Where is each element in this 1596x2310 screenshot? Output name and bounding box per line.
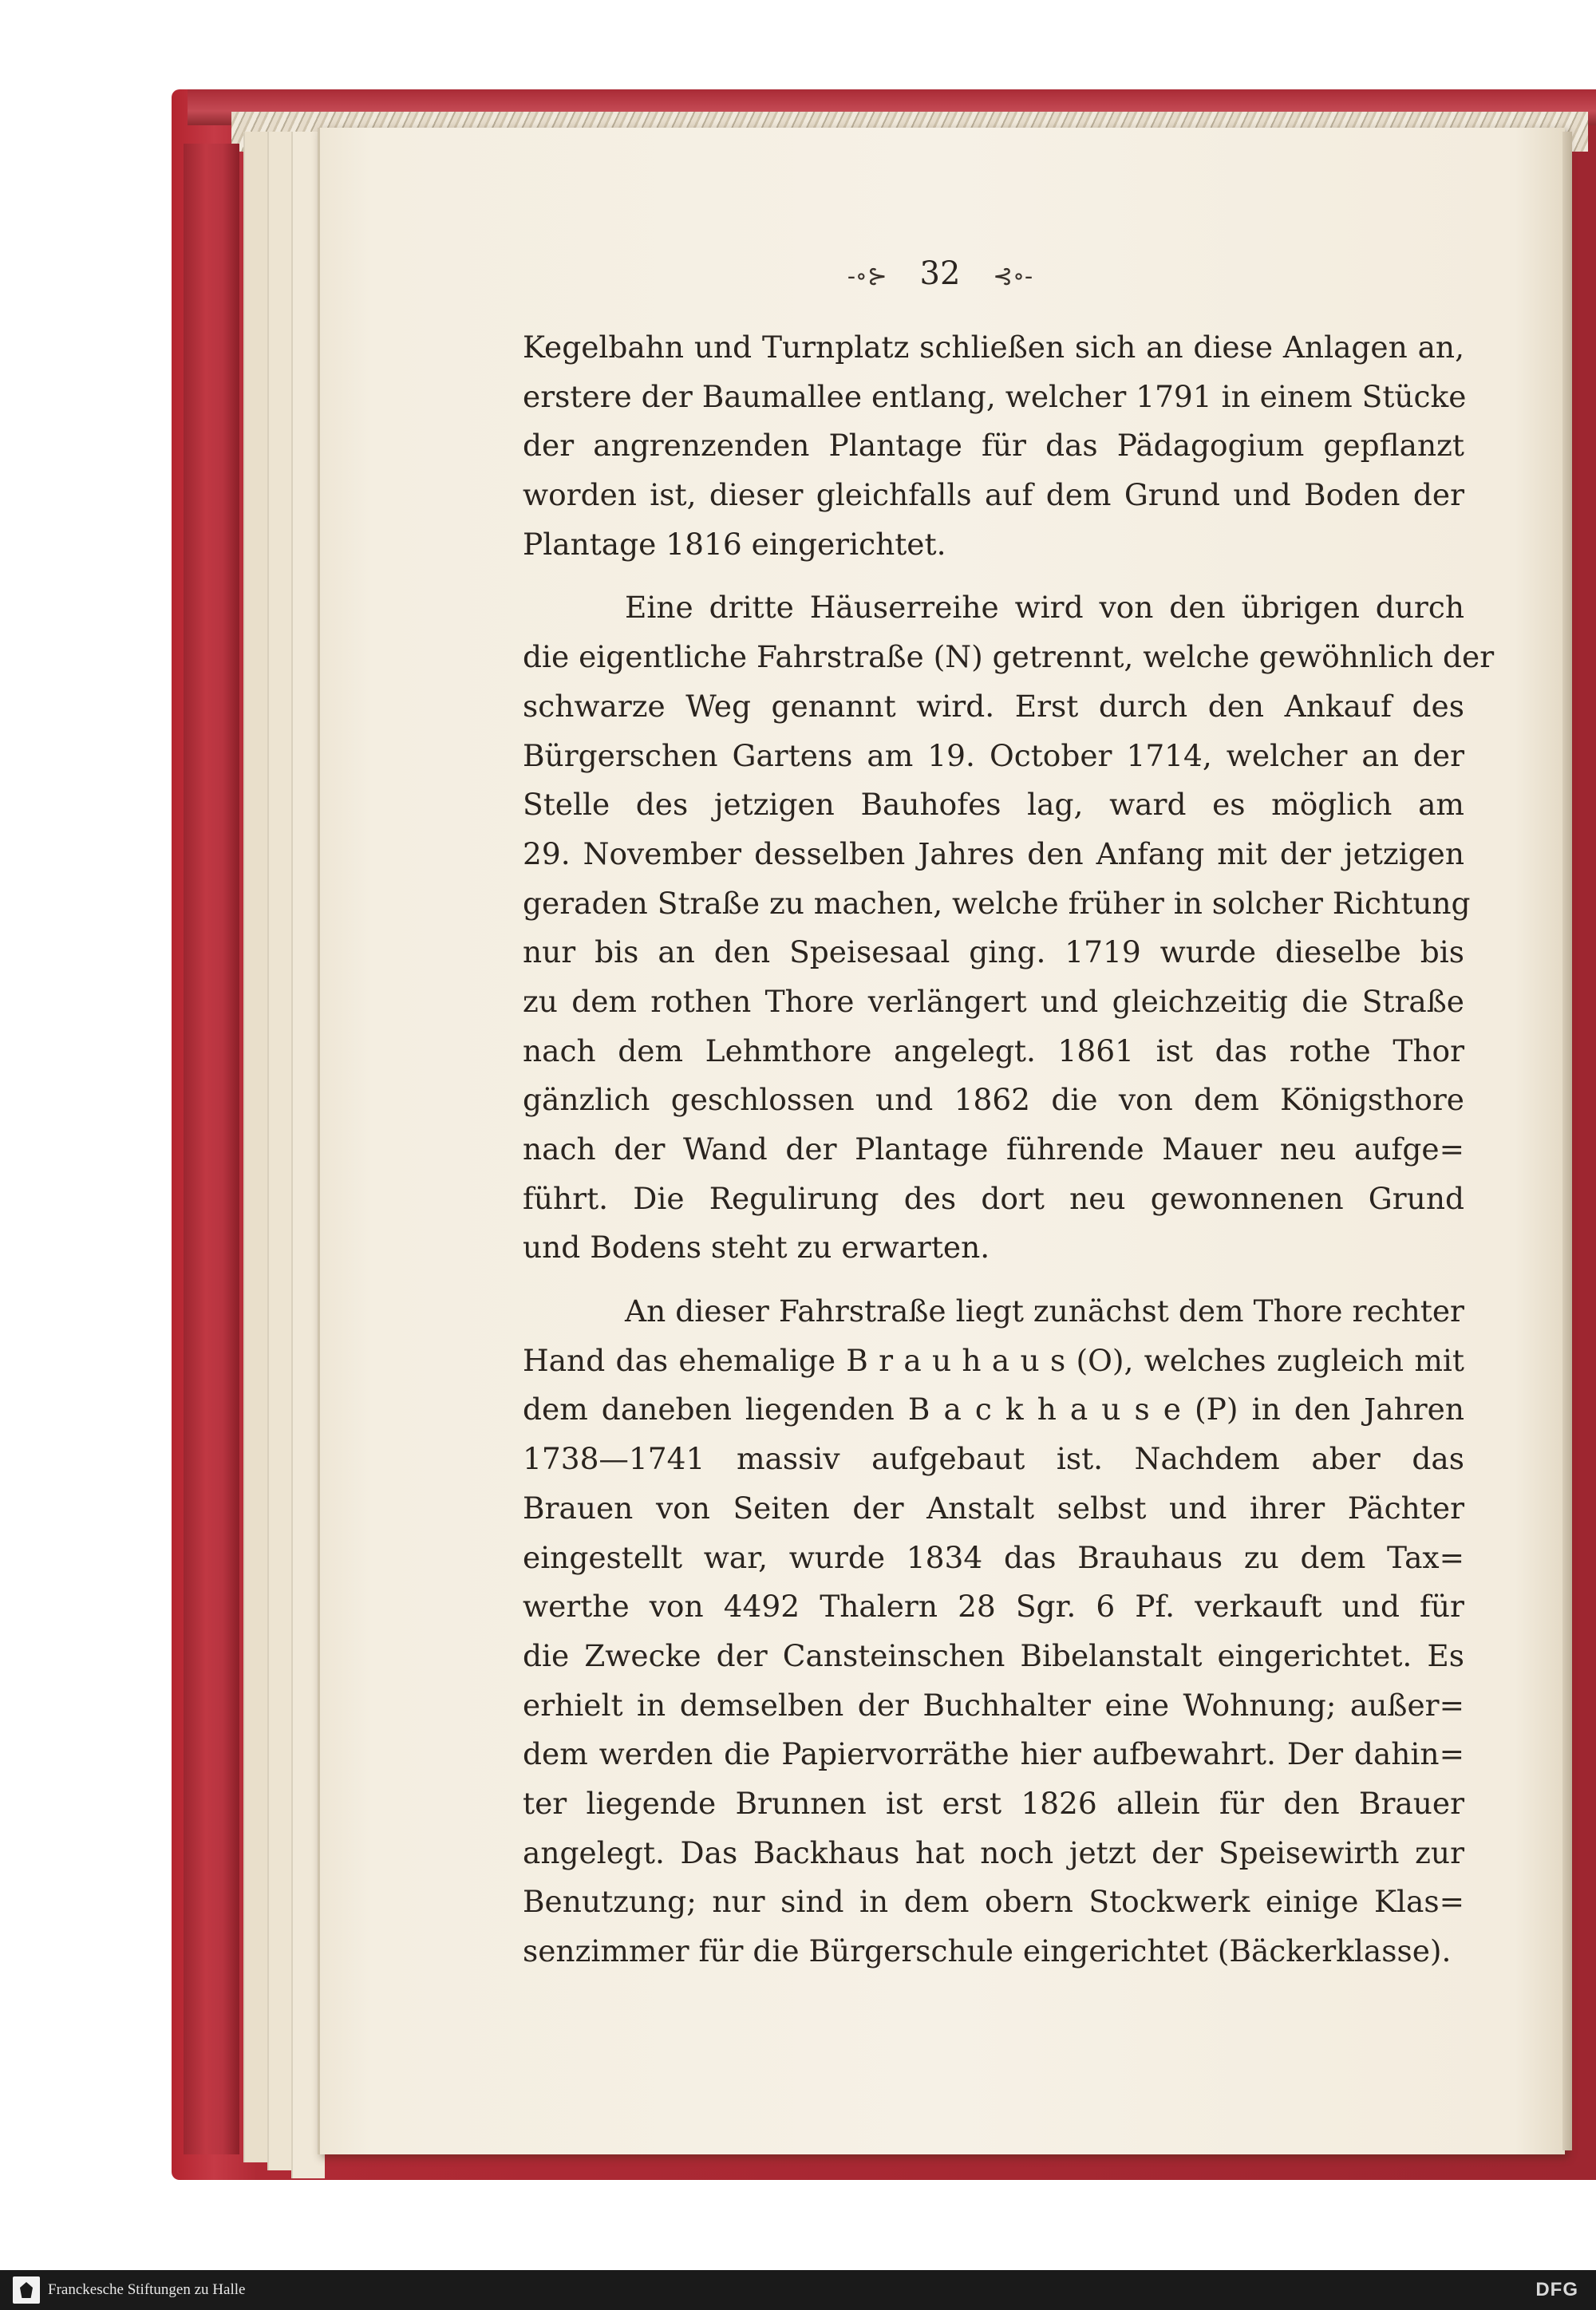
text-line: eingestellt war, wurde 1834 das Brauhaus zu dem Tax= xyxy=(523,1539,1464,1575)
text-line: Plantage 1816 eingerichtet. xyxy=(523,526,946,562)
book-spine xyxy=(184,144,239,2154)
text-line: werthe von 4492 Thalern 28 Sgr. 6 Pf. verkauft und für xyxy=(523,1589,1464,1625)
page-text xyxy=(523,323,1495,1976)
ornament-right: ⊰∘- xyxy=(993,263,1033,290)
text-line: gänzlich geschlossen und 1862 die von dem Königsthore xyxy=(523,1082,1464,1118)
footer-bar xyxy=(0,2270,1596,2310)
paragraph-gap xyxy=(523,569,1464,583)
text-line: nur bis an den Speisesaal ging. 1719 wurde dieselbe bis xyxy=(523,934,1464,970)
paragraph-gap xyxy=(523,1273,1464,1287)
text-line: Hand das ehemalige B r a u h a u s (O), welches zugleich mit xyxy=(523,1342,1464,1378)
text-line: dem daneben liegenden B a c k h a u s e (P) in den Jahren xyxy=(523,1392,1464,1427)
text-line: Eine dritte Häuserreihe wird von den übrigen durch xyxy=(625,590,1464,626)
text-line: zu dem rothen Thore verlängert und gleichzeitig die Straße xyxy=(523,983,1464,1019)
text-line: senzimmer für die Bürgerschule eingerichtet (Bäckerklasse). xyxy=(523,1933,1452,1968)
text-line: Stelle des jetzigen Bauhofes lag, ward es möglich am xyxy=(523,787,1464,823)
page-header xyxy=(318,251,1562,296)
text-line: geraden Straße zu machen, welche früher in solcher Richtung xyxy=(523,885,1471,921)
paragraph xyxy=(523,323,1467,569)
text-line: An dieser Fahrstraße liegt zunächst dem Thore rechter xyxy=(625,1293,1464,1329)
page-right-edge xyxy=(1562,132,1572,2150)
paragraph xyxy=(523,1287,1464,1976)
institution-name: Franckesche Stiftungen zu Halle xyxy=(48,2281,246,2298)
text-line: nach dem Lehmthore angelegt. 1861 ist das rothe Thor xyxy=(523,1033,1464,1068)
franckesche-stiftungen-logo-icon xyxy=(13,2276,40,2304)
text-line: dem werden die Papiervorräthe hier aufbewahrt. Der dahin= xyxy=(523,1736,1464,1772)
text-line: und Bodens steht zu erwarten. xyxy=(523,1230,990,1266)
text-line: ter liegende Brunnen ist erst 1826 allein für den Brauer xyxy=(523,1785,1464,1821)
text-line: Benutzung; nur sind in dem obern Stockwerk einige Klas= xyxy=(523,1884,1464,1920)
text-line: 1738—1741 massiv aufgebaut ist. Nachdem aber das xyxy=(523,1441,1464,1477)
text-line: schwarze Weg genannt wird. Erst durch den Ankauf des xyxy=(523,688,1464,724)
text-line: die eigentliche Fahrstraße (N) getrennt, welche gewöhnlich der xyxy=(523,639,1495,675)
paragraph xyxy=(523,583,1495,1273)
text-line: erstere der Baumallee entlang, welcher 1791 in einem Stücke xyxy=(523,378,1467,414)
text-line: der angrenzenden Plantage für das Pädagogium gepflanzt xyxy=(523,428,1464,464)
text-line: 29. November desselben Jahres den Anfang mit der jetzigen xyxy=(523,835,1464,871)
page-number: 32 xyxy=(919,255,961,292)
text-line: angelegt. Das Backhaus hat noch jetzt der Speisewirth zur xyxy=(523,1834,1464,1870)
text-line: worden ist, dieser gleichfalls auf dem Grund und Boden der xyxy=(523,477,1464,513)
text-line: nach der Wand der Plantage führende Mauer neu aufge= xyxy=(523,1131,1464,1167)
text-line: Kegelbahn und Turnplatz schließen sich an diese Anlagen an, xyxy=(523,330,1464,365)
text-line: Brauen von Seiten der Anstalt selbst und ihrer Pächter xyxy=(523,1490,1464,1526)
text-line: Bürgerschen Gartens am 19. October 1714, welcher an der xyxy=(523,737,1464,773)
text-line: erhielt in demselben der Buchhalter eine Wohnung; außer= xyxy=(523,1687,1464,1723)
text-line: die Zwecke der Cansteinschen Bibelanstalt eingerichtet. Es xyxy=(523,1637,1464,1673)
ornament-left: -∘⊱ xyxy=(847,263,887,290)
text-line: führt. Die Regulirung des dort neu gewonnenen Grund xyxy=(523,1180,1464,1216)
dfg-logo: DFG xyxy=(1535,2279,1578,2300)
